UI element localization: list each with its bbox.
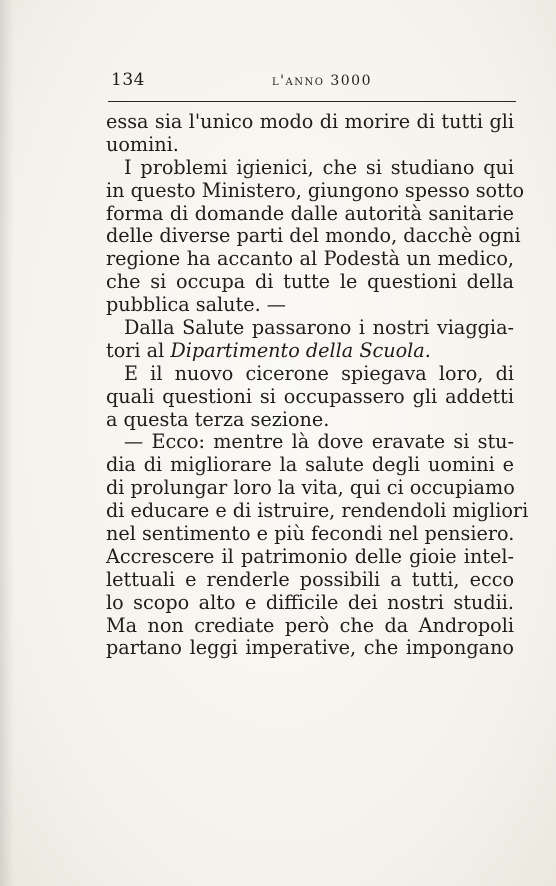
text-line: di prolungar loro la vita, qui ci occupiamo — [106, 476, 515, 500]
text-line: partano leggi imperative, che impongano — [106, 636, 514, 660]
text-line: che si occupa di tutte le questioni della — [106, 270, 514, 294]
text-line: a questa terza sezione. — [106, 407, 330, 431]
text-line: Dalla Salute passarono i nostri viaggia- — [124, 316, 514, 340]
text-line: quali questioni si occupassero gli addetti — [106, 384, 514, 408]
text-line: uomini. — [106, 132, 179, 156]
text-line: E il nuovo cicerone spiegava loro, di — [124, 361, 514, 385]
body-text — [106, 110, 529, 660]
italic-title: Dipartimento della Scuola. — [170, 338, 431, 362]
text-line: dia di migliorare la salute degli uomini e — [106, 453, 514, 477]
text-line: Ma non crediate però che da Andropoli — [106, 613, 514, 637]
text-line: lo scopo alto e difficile dei nostri studii. — [106, 590, 514, 614]
page-number: 134 — [111, 70, 145, 90]
text-line: in questo Ministero, giungono spesso sotto — [106, 178, 525, 202]
text-line-mixed — [106, 340, 514, 363]
header-rule — [108, 101, 516, 102]
text-line: — Ecco: mentre là dove eravate si stu- — [124, 430, 514, 454]
text-line: essa sia l'unico modo di morire di tutti gli — [106, 110, 514, 133]
text-fragment: tori al — [106, 338, 165, 362]
gutter-shadow — [0, 0, 14, 886]
text-line: regione ha accanto al Podestà un medico, — [106, 247, 514, 271]
text-line: nel sentimento e più fecondi nel pensiero. — [106, 522, 515, 546]
text-line: lettuali e renderle possibili a tutti, ecco — [106, 567, 514, 591]
page-header — [108, 70, 516, 94]
running-head: l'anno 3000 — [272, 73, 372, 89]
text-line: pubblica salute. — — [106, 293, 286, 317]
text-line: Accrescere il patrimonio delle gioie intel- — [106, 544, 514, 568]
text-line: I problemi igienici, che si studiano qui — [124, 155, 514, 179]
text-line: di educare e di istruire, rendendoli migliori — [106, 499, 529, 523]
text-line: forma di domande dalle autorità sanitarie — [106, 201, 514, 225]
text-line: delle diverse parti del mondo, dacchè ogni — [106, 224, 521, 248]
